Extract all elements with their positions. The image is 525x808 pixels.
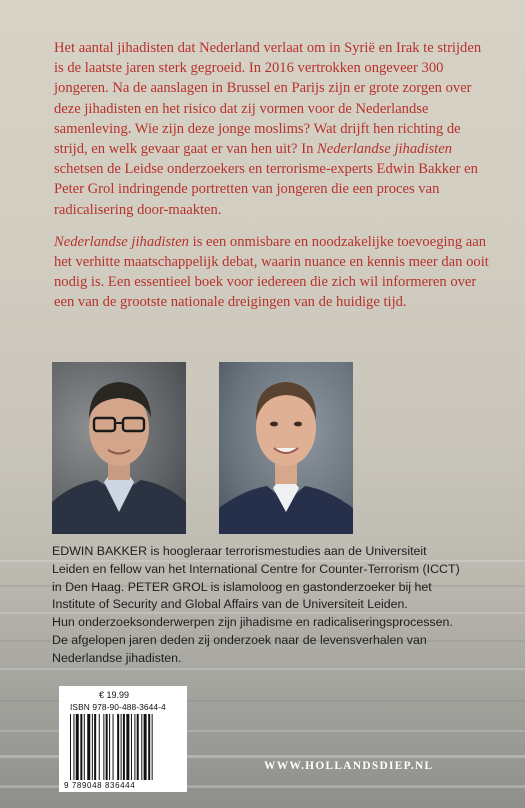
- blurb-paragraph-1: Het aantal jihadisten dat Nederland verlaat om in Syrië en Irak te strijden is de laatste jaren sterk gegroeid. In 2016 vertrokken ongeveer 300 jongeren. Na de aanslagen in Brussel en Parijs zijn er grote zorgen over deze jihadisten en het risico dat zij vormen voor de Nederlandse samenleving. Wie zijn deze jonge moslims? Wat drijft hen richting de strijd, en welk gevaar gaat er van hen uit? In Nederlandse jihadisten schetsen de Leidse onderzoekers en terrorisme-experts Edwin Bakker en Peter Grol indringende portretten van jongeren die een proces van radicalisering door-maakten.: [54, 40, 482, 218]
- author-biography: EDWIN BAKKER is hoogleraar terrorismestudies aan de Universiteit Leiden en fellow van het International Centre for Counter-Terrorism (ICCT) in Den Haag. PETER GROL is islamoloog en gastonderzoeker bij het Institute of Security and Global Affairs van de Universiteit Leiden. Hun onderzoeksonderwerpen zijn jihadisme en radicaliseringsprocessen. De afgelopen jaren deden zij onderzoek naar de levensverhalen van Nederlandse jihadisten.: [52, 544, 460, 665]
- blurb-text: [54, 38, 494, 325]
- barcode-digits: 9 789048 836444: [64, 781, 136, 790]
- author-photo-edwin-bakker: [52, 362, 186, 534]
- price-label: € 19.99: [99, 690, 130, 700]
- author-photo-peter-grol: [219, 362, 353, 534]
- barcode-icon: [70, 714, 178, 780]
- book-title-inline: Nederlandse jihadisten: [317, 141, 453, 158]
- book-title-inline: Nederlandse jihadisten: [54, 233, 189, 250]
- blurb-paragraph-2: Nederlandse jihadisten is een onmisbare en noodzakelijke toevoeging aan het verhitte maatschappelijk debat, waarin nuance en kennis meer dan ooit nodig is. Een essentieel boek voor iedereen die zich wil informeren over een van de grootste nationale dreigingen van de huidige tijd.: [54, 233, 489, 311]
- isbn-label: ISBN 978-90-488-3644-4: [70, 702, 166, 712]
- publisher-website: WWW.HOLLANDSDIEP.NL: [264, 760, 434, 772]
